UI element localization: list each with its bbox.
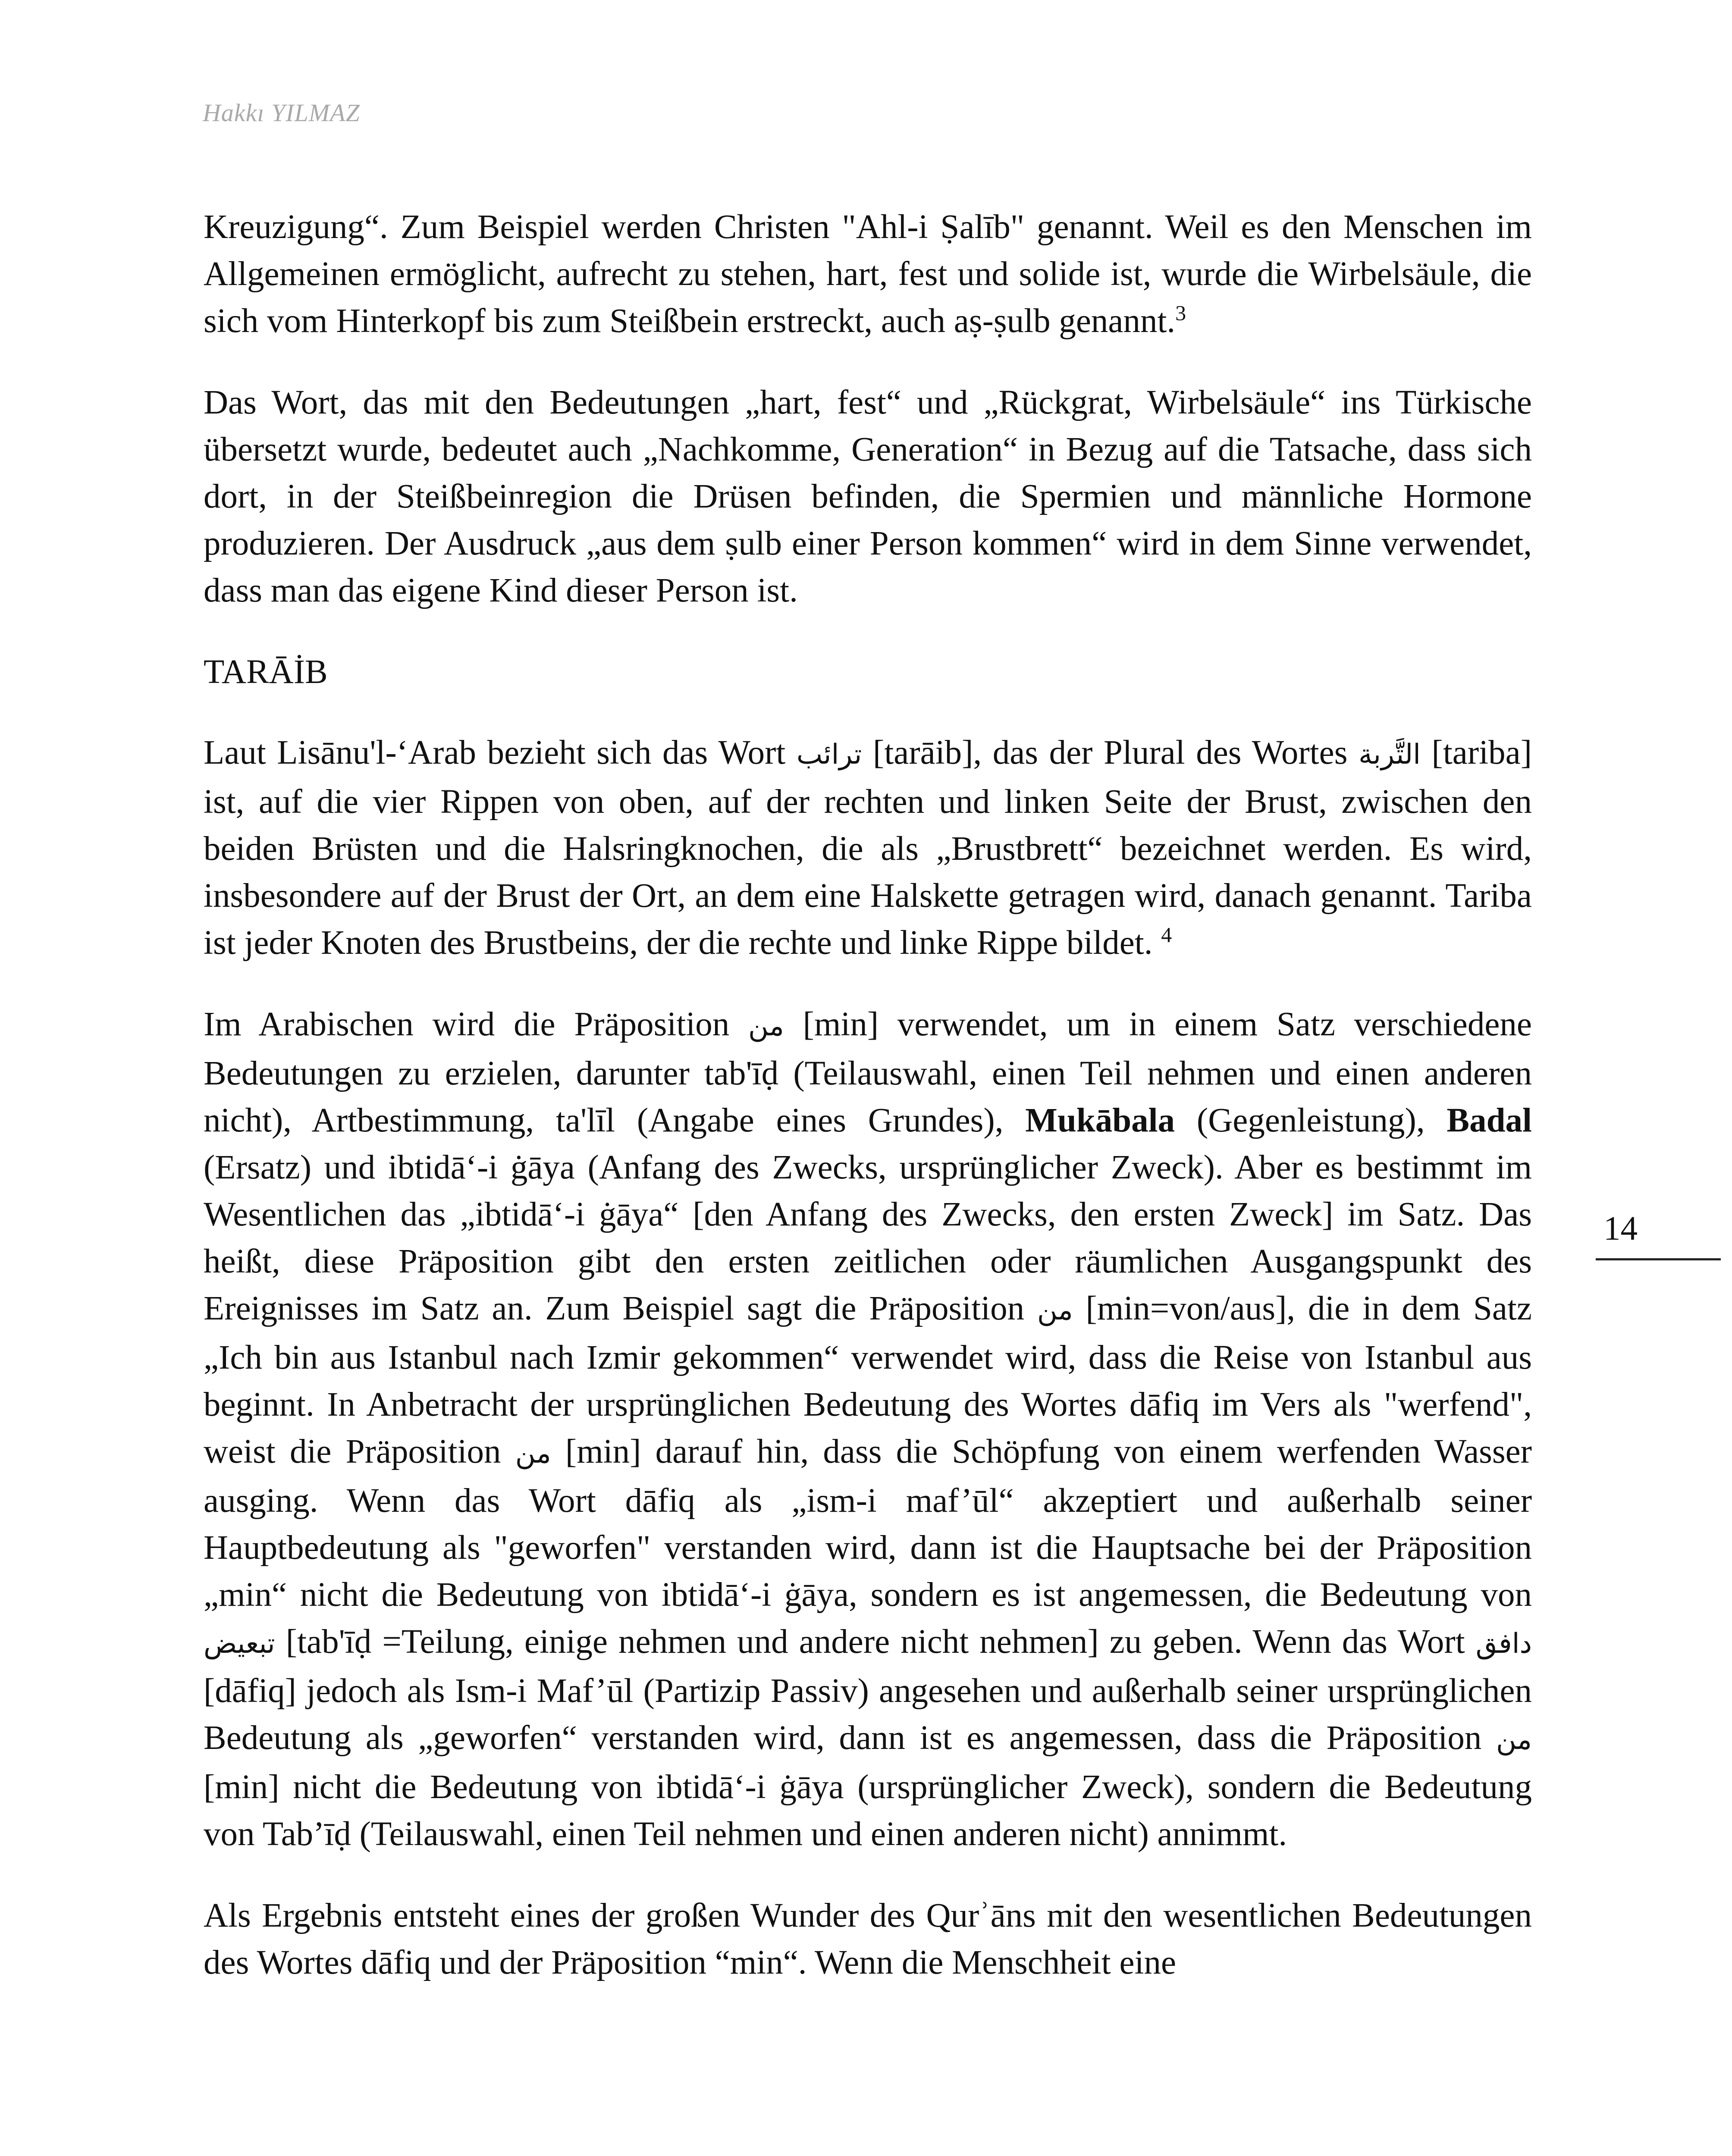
footnote-ref-3[interactable]: 3 xyxy=(1175,301,1186,325)
paragraph-5 xyxy=(204,1892,1532,1986)
paragraph-2 xyxy=(204,379,1532,614)
paragraph-4-text-7: [tab'īḍ =Teilung, einige nehmen und andere nicht nehmen] zu geben. Wenn das Wort xyxy=(275,1623,1476,1661)
paragraph-1-text: Kreuzigung“. Zum Beispiel werden Christen "Ahl-i Ṣalīb" genannt. Weil es den Menschen im Allgemeinen ermöglicht, aufrecht zu stehen, hart, fest und solide ist, wurde die Wirbelsäule, die sich vom Hinterkopf bis zum Steißbein erstreckt, auch aṣ-ṣulb genannt. xyxy=(204,208,1532,340)
arabic-word-min-3: من xyxy=(515,1438,551,1470)
arabic-word-tabid: تبعيض xyxy=(204,1628,275,1660)
arabic-word-dafiq: دافق xyxy=(1475,1628,1532,1660)
paragraph-4-text-8: [dāfiq] jedoch als Ism-i Maf’ūl (Partizip Passiv) angesehen und außerhalb seiner ursprünglichen Bedeutung als „geworfen“ verstanden wird, dann ist es angemessen, dass die Präposition xyxy=(204,1672,1532,1757)
footnote-ref-4[interactable]: 4 xyxy=(1161,922,1172,947)
paragraph-4-text-1: Im Arabischen wird die Präposition xyxy=(204,1006,748,1043)
arabic-word-min-1: من xyxy=(748,1010,784,1042)
paragraph-4-text-2: [min] verwendet, um in einem Satz verschiedene Bedeutungen zu erzielen, darunter tab'īḍ (Teilauswahl, einen Teil nehmen und einen anderen nicht), Artbestimmung, ta'līl (Angabe eines Grundes), xyxy=(204,1006,1532,1139)
paragraph-1 xyxy=(204,204,1532,345)
paragraph-2-text: Das Wort, das mit den Bedeutungen „hart, fest“ und „Rückgrat, Wirbelsäule“ ins Türkische übersetzt wurde, bedeutet auch „Nachkomme, Generation“ in Bezug auf die Tatsache, dass sich dort, in der Steißbeinregion die Drüsen befinden, die Spermien und männliche Hormone produzieren. Der Ausdruck „aus dem ṣulb einer Person kommen“ wird in dem Sinne verwendet, dass man das eigene Kind dieser Person ist. xyxy=(204,384,1532,609)
paragraph-3-text-2: [tarāib], das der Plural des Wortes xyxy=(862,734,1359,771)
page-number: 14 xyxy=(1603,1210,1638,1247)
paragraph-3-text-3: [tariba] ist, auf die vier Rippen von oben, auf der rechten und linken Seite der Brust, zwischen den beiden Brüsten und die Halsringknochen, die als „Brustbrett“ bezeichnet werden. Es wird, insbesondere auf der Brust der Ort, an dem eine Halskette getragen wird, danach genannt. Tariba ist jeder Knoten des Brustbeins, der die rechte und linke Rippe bildet. xyxy=(204,734,1532,962)
paragraph-3 xyxy=(204,729,1532,966)
paragraph-4-text-4: (Ersatz) und ibtidā‘-i ġāya (Anfang des Zwecks, ursprünglicher Zweck). Aber es bestimmt im Wesentlichen das „ibtidā‘-i ġāya“ [den Anfang des Zwecks, den ersten Zweck] im Satz. Das heißt, diese Präposition gibt den ersten zeitlichen oder räumlichen Ausgangspunkt des Ereignisses im Satz an. Zum Beispiel sagt die Präposition xyxy=(204,1149,1532,1327)
section-heading: TARĀİB xyxy=(204,653,328,691)
arabic-word-min-2: من xyxy=(1037,1294,1073,1326)
bold-term-badal: Badal xyxy=(1446,1102,1532,1139)
arabic-word-tariba: التَّربة xyxy=(1358,739,1421,771)
arabic-word-min-4: من xyxy=(1496,1724,1532,1756)
bold-term-mukabala: Mukābala xyxy=(1025,1102,1175,1139)
arabic-word-taraib: ترائب xyxy=(796,739,862,771)
paragraph-5-text: Als Ergebnis entsteht eines der großen Wunder des Qurʾāns mit den wesentlichen Bedeutungen des Wortes dāfiq und der Präposition “min“. Wenn die Menschheit eine xyxy=(204,1897,1532,1981)
paragraph-4-text-6: [min] darauf hin, dass die Schöpfung von einem werfenden Wasser ausging. Wenn das Wort dāfiq als „ism-i maf’ūl“ akzeptiert und außerhalb seiner Hauptbedeutung als "geworfen" verstanden wird, dann ist die Hauptsache bei der Präposition „min“ nicht die Bedeutung von ibtidā‘-i ġāya, sondern es ist angemessen, die Bedeutung von xyxy=(204,1433,1532,1614)
page-number-divider xyxy=(1596,1258,1721,1260)
paragraph-4 xyxy=(204,1001,1532,1858)
paragraph-4-text-3: (Gegenleistung), xyxy=(1175,1102,1447,1139)
main-text xyxy=(204,204,1532,2021)
running-header-author: Hakkı YILMAZ xyxy=(203,99,360,127)
paragraph-4-text-9: [min] nicht die Bedeutung von ibtidā‘-i ġāya (ursprünglicher Zweck), sondern die Bedeutung von Tab’īḍ (Teilauswahl, einen Teil nehmen und einen anderen nicht) annimmt. xyxy=(204,1768,1532,1853)
paragraph-4-text-5: [min=von/aus], die in dem Satz „Ich bin aus Istanbul nach Izmir gekommen“ verwendet wird, dass die Reise von Istanbul aus beginnt. In Anbetracht der ursprünglichen Bedeutung des Wortes dāfiq im Vers als "werfend", weist die Präposition xyxy=(204,1290,1532,1470)
paragraph-3-text-1: Laut Lisānu'l-‘Arab bezieht sich das Wort xyxy=(204,734,797,771)
